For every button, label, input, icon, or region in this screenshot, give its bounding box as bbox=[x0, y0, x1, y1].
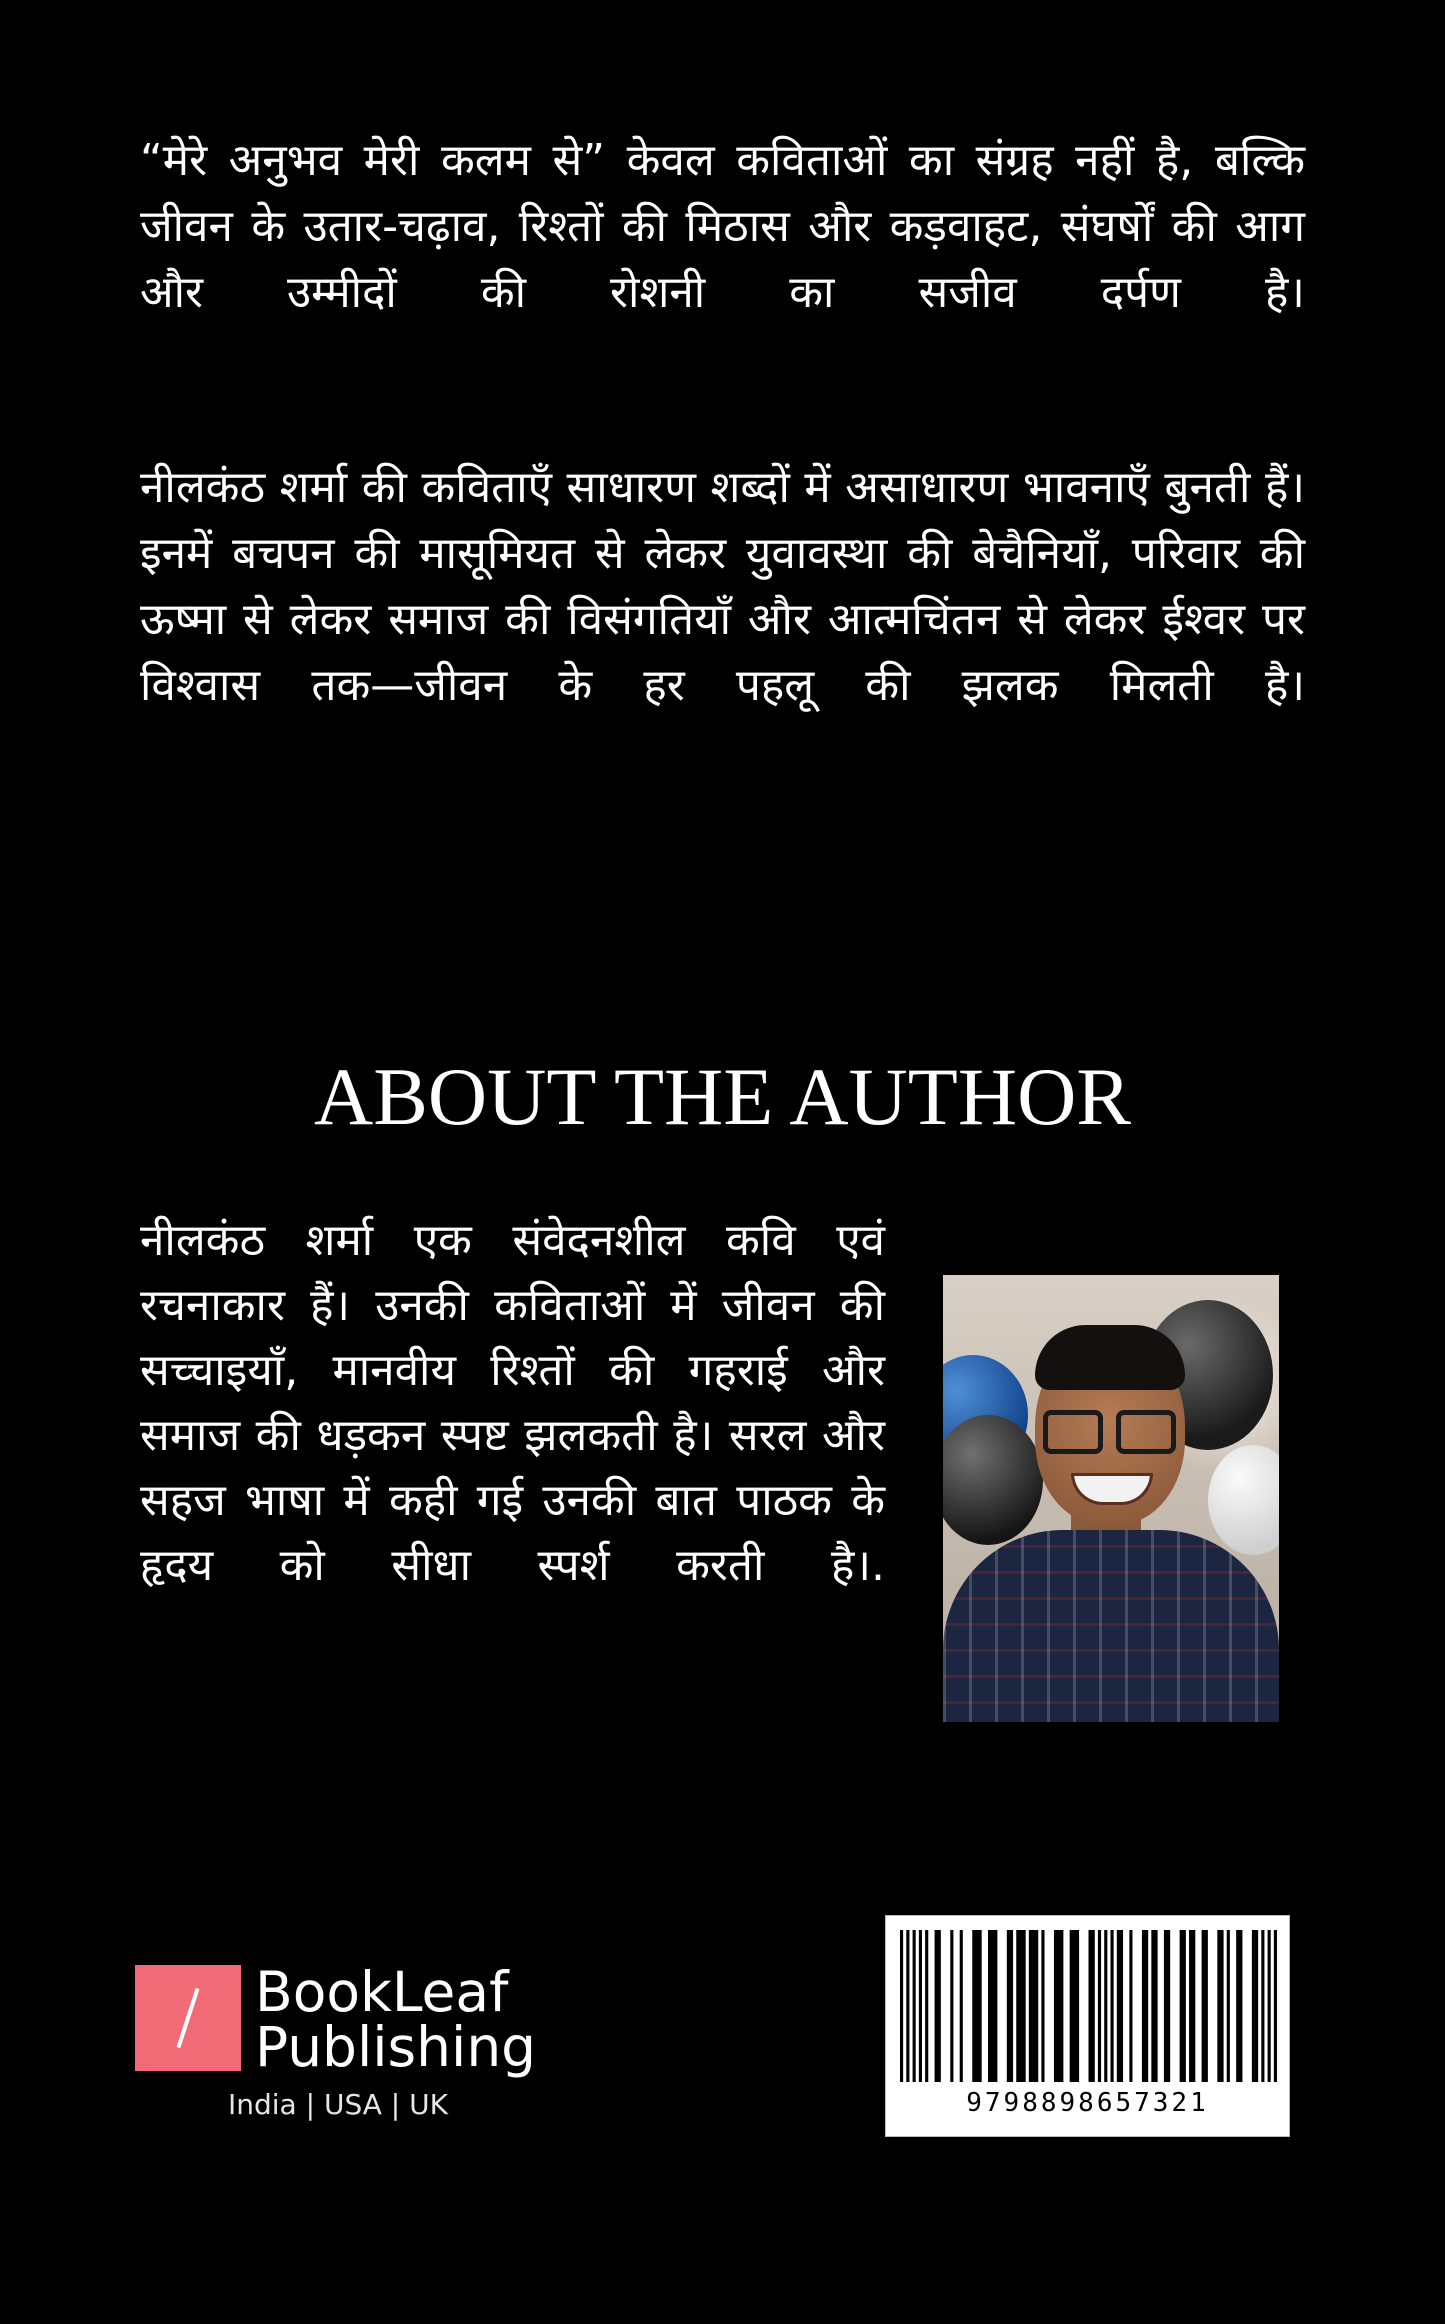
glasses-right-lens bbox=[1116, 1410, 1176, 1454]
barcode-bar bbox=[1142, 1930, 1148, 2082]
blurb-paragraph-1: “मेरे अनुभव मेरी कलम से” केवल कविताओं का संग्रह नहीं है, बल्कि जीवन के उतार-चढ़ाव, रिश्तों की मिठास और कड़वाहट, संघर्षों की आग और उम्मीदों की रोशनी का सजीव दर्पण है। bbox=[140, 135, 1305, 318]
blurb-paragraph-2: नीलकंठ शर्मा की कविताएँ साधारण शब्दों में असाधारण भावनाएँ बुनती हैं। इनमें बचपन की मासूमियत से लेकर युवावस्था की बेचैनियाँ, परिवार की ऊष्मा से लेकर समाज की विसंगतियाँ और आत्मचिंतन से लेकर ईश्वर पर विश्वास तक—जीवन के हर पहलू की झलक मिलती है। bbox=[140, 462, 1305, 711]
barcode-bar bbox=[935, 1930, 941, 2082]
barcode-bar bbox=[1054, 1930, 1063, 2082]
author-bio: नीलकंठ शर्मा एक संवेदनशील कवि एवं रचनाकार हैं। उनकी कविताओं में जीवन की सच्चाइयाँ, मानवीय रिश्तों की गहराई और समाज की धड़कन स्पष्ट झलकती है। सरल और सहज भाषा में कही गई उनकी बात पाठक के हृदय को सीधा स्पर्श करती है।. bbox=[140, 1215, 885, 1591]
publisher-regions: India | USA | UK bbox=[228, 2088, 448, 2121]
bookleaf-logo-icon bbox=[135, 1965, 241, 2071]
barcode-bar bbox=[919, 1930, 922, 2082]
barcode-bar bbox=[1189, 1930, 1195, 2082]
barcode-bar bbox=[988, 1930, 997, 2082]
publisher-name-line-1: BookLeaf bbox=[255, 1960, 509, 2024]
barcode-bar bbox=[1110, 1930, 1113, 2082]
barcode-bar bbox=[1217, 1930, 1223, 2082]
barcode-bar bbox=[1016, 1930, 1025, 2082]
barcode-bar bbox=[1202, 1930, 1208, 2082]
isbn-barcode bbox=[885, 1915, 1290, 2137]
barcode-bar bbox=[972, 1930, 981, 2082]
barcode-bar bbox=[1236, 1930, 1242, 2082]
barcode-bar bbox=[1029, 1930, 1038, 2082]
author-photo bbox=[943, 1275, 1279, 1722]
barcode-bar bbox=[925, 1930, 928, 2082]
barcode-bar bbox=[1098, 1930, 1101, 2082]
black-balloon bbox=[943, 1415, 1043, 1545]
barcode-bar bbox=[1151, 1930, 1157, 2082]
barcode-bar bbox=[913, 1930, 916, 2082]
barcode-bar bbox=[1180, 1930, 1186, 2082]
barcode-bar bbox=[1227, 1930, 1230, 2082]
barcode-bar bbox=[1252, 1930, 1258, 2082]
barcode-bar bbox=[1274, 1930, 1277, 2082]
barcode-bar bbox=[906, 1930, 909, 2082]
barcode-bar bbox=[960, 1930, 963, 2082]
author-hair bbox=[1035, 1325, 1185, 1390]
barcode-bar bbox=[1261, 1930, 1264, 2082]
barcode-bar bbox=[1117, 1930, 1123, 2082]
barcode-bar bbox=[1007, 1930, 1013, 2082]
barcode-bar bbox=[1164, 1930, 1170, 2082]
barcode-bar bbox=[1089, 1930, 1095, 2082]
barcode-bar bbox=[1104, 1930, 1107, 2082]
barcode-bar bbox=[950, 1930, 953, 2082]
about-author-heading: ABOUT THE AUTHOR bbox=[314, 1051, 1131, 1142]
barcode-bar bbox=[1129, 1930, 1132, 2082]
logo-slash bbox=[177, 1988, 200, 2048]
barcode-bars bbox=[900, 1930, 1277, 2082]
author-checked-shirt bbox=[943, 1530, 1279, 1722]
barcode-bar bbox=[1268, 1930, 1271, 2082]
glasses-left-lens bbox=[1043, 1410, 1103, 1454]
publisher-name-line-2: Publishing bbox=[255, 2015, 537, 2079]
isbn-number: 9798898657321 bbox=[966, 2088, 1209, 2118]
barcode-bar bbox=[900, 1930, 903, 2082]
barcode-bar bbox=[1041, 1930, 1044, 2082]
barcode-bar bbox=[1070, 1930, 1079, 2082]
